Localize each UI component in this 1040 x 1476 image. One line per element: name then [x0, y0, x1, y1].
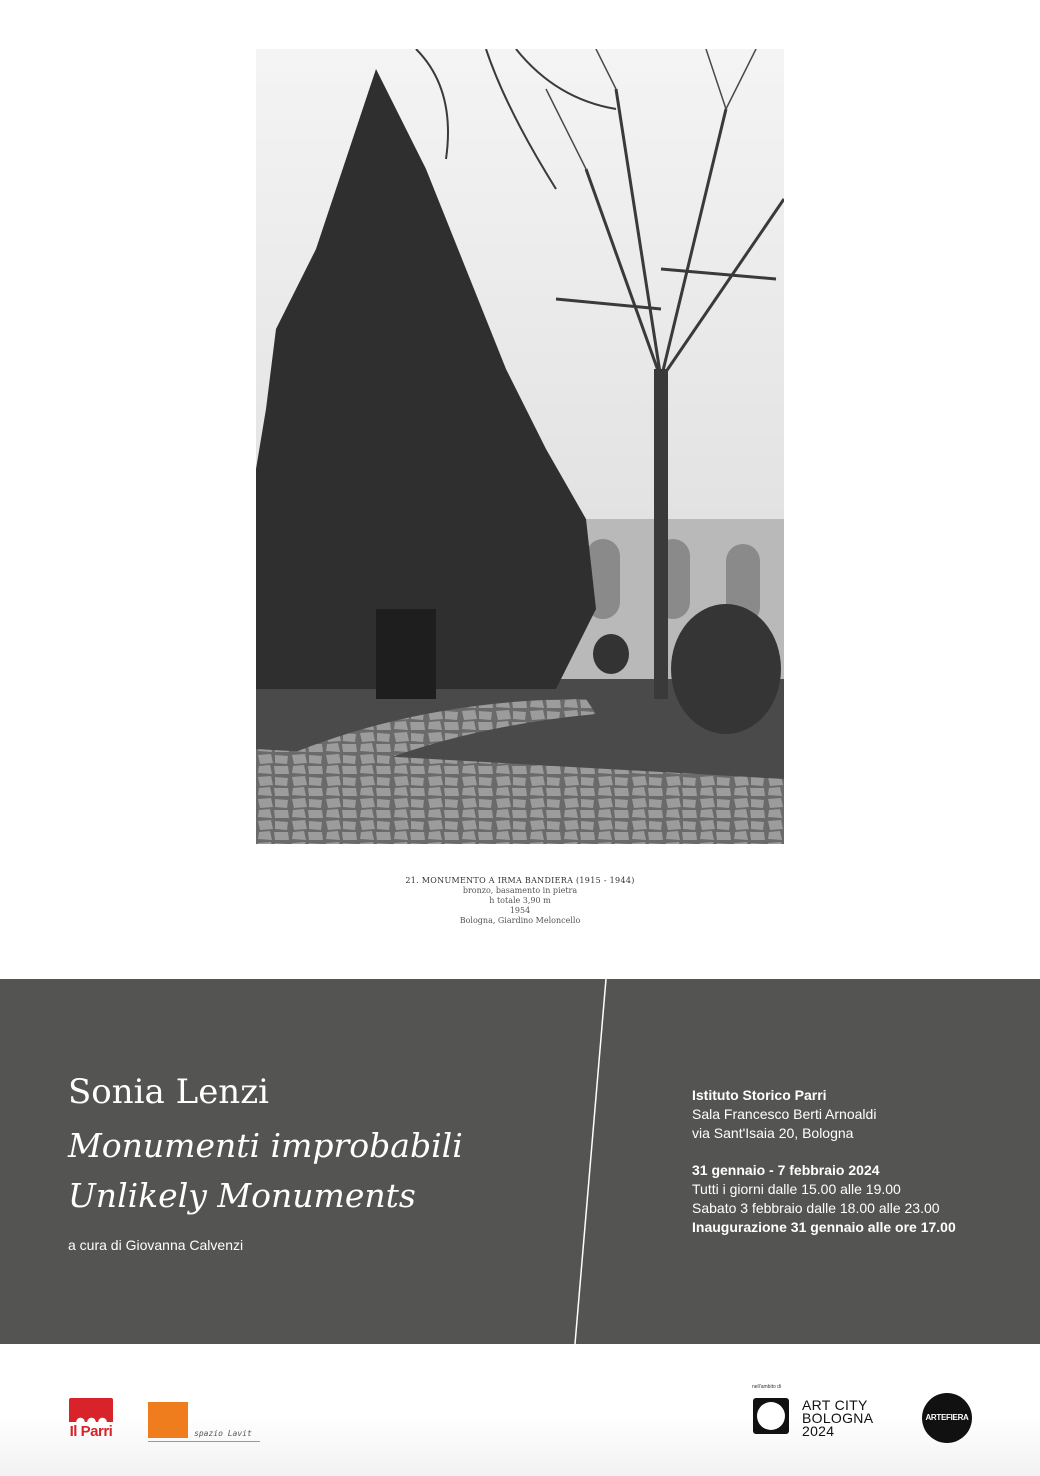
exhibition-dates: 31 gennaio - 7 febbraio 2024: [692, 1162, 880, 1178]
lavit-wordmark: spazio Lavit: [194, 1429, 252, 1438]
monument-photograph: [256, 49, 784, 844]
opening-hours: Tutti i giorni dalle 15.00 alle 19.00: [692, 1181, 901, 1197]
venue-room: Sala Francesco Berti Arnoaldi: [692, 1106, 877, 1122]
art-city-line-3: 2024: [802, 1423, 835, 1439]
caption-title: 21. MONUMENTO A IRMA BANDIERA (1915 - 1944): [405, 876, 635, 885]
author-name: Sonia Lenzi: [68, 1072, 269, 1112]
curator-credit: a cura di Giovanna Calvenzi: [68, 1237, 244, 1253]
art-city-circle-icon: [753, 1398, 789, 1434]
exhibition-title-english: Unlikely Monuments: [68, 1176, 416, 1215]
caption-location: Bologna, Giardino Meloncello: [459, 916, 581, 925]
art-city-line-2: BOLOGNA: [802, 1410, 874, 1426]
opening-event: Inaugurazione 31 gennaio alle ore 17.00: [692, 1219, 956, 1235]
caption-material: bronzo, basamento in pietra: [462, 886, 578, 895]
venue-info: [692, 1086, 956, 1237]
art-city-logo: [752, 1384, 902, 1444]
artefiera-logo: ARTEFIERA: [922, 1393, 972, 1443]
exhibition-title-italian: Monumenti improbabili: [68, 1126, 463, 1165]
photo-caption: [320, 876, 720, 926]
caption-height: h totale 3,90 m: [489, 896, 551, 905]
saturday-hours: Sabato 3 febbraio dalle 18.00 alle 23.00: [692, 1200, 940, 1216]
spazio-lavit-logo: [148, 1402, 268, 1446]
orange-square-icon: [148, 1402, 188, 1438]
caption-year: 1954: [509, 906, 531, 915]
parri-wordmark: Il Parri: [69, 1423, 113, 1440]
venue-name: Istituto Storico Parri: [692, 1087, 827, 1103]
art-city-intro: nell'ambito di: [752, 1384, 782, 1390]
art-city-line-1: ART CITY: [802, 1397, 868, 1413]
parri-mark-icon: [69, 1398, 113, 1422]
venue-address: via Sant'Isaia 20, Bologna: [692, 1125, 854, 1141]
parri-logo: [67, 1398, 115, 1442]
